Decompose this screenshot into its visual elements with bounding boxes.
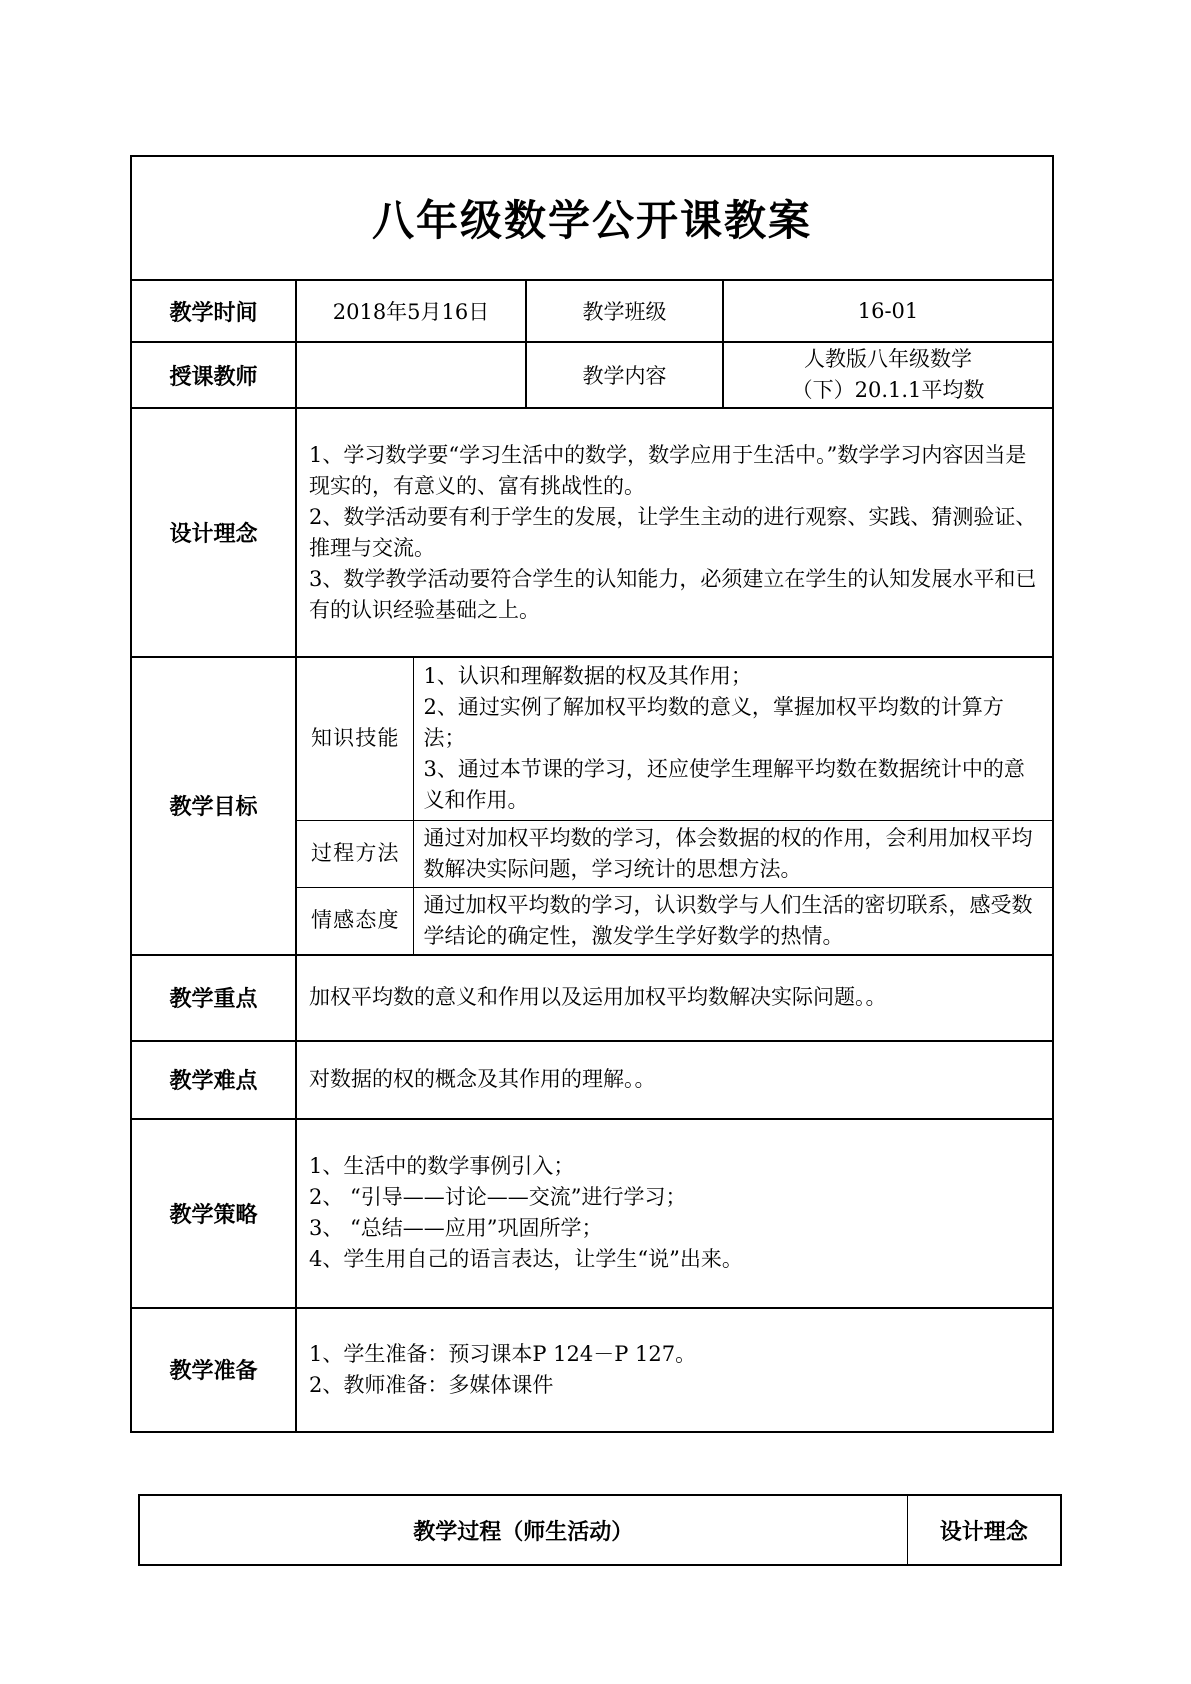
teaching-time-label: 教学时间 — [131, 280, 296, 342]
preparation-content — [296, 1308, 1053, 1432]
page-title: 八年级数学公开课教案 — [131, 156, 1053, 280]
teaching-class-label: 教学班级 — [526, 280, 723, 342]
focus-content: 加权平均数的意义和作用以及运用加权平均数解决实际问题。。 — [296, 955, 1053, 1041]
process-method-content: 通过对加权平均数的学习，体会数据的权的作用，会利用加权平均数解决实际问题，学习统计的思想方法。 — [413, 820, 1052, 887]
knowledge-line: 3、通过本节课的学习，还应使学生理解平均数在数据统计中的意义和作用。 — [423, 757, 1025, 813]
teaching-class-value: 16-01 — [723, 280, 1053, 342]
difficulty-content: 对数据的权的概念及其作用的理解。。 — [296, 1041, 1053, 1119]
strategy-line: 4、学生用自己的语言表达，让学生“说”出来。 — [309, 1247, 743, 1271]
emotion-attitude-content: 通过加权平均数的学习，认识数学与人们生活的密切联系，感受数学结论的确定性，激发学生学好数学的热情。 — [413, 887, 1052, 954]
knowledge-content — [413, 658, 1052, 820]
design-label: 设计理念 — [131, 408, 296, 657]
strategy-line: 3、 “总结——应用”巩固所学； — [309, 1216, 603, 1240]
design-line: 2、数学活动要有利于学生的发展，让学生主动的进行观察、实践、猜测验证、推理与交流。 — [309, 504, 1037, 560]
design-content — [296, 408, 1053, 657]
preparation-line: 2、教师准备：多媒体课件 — [309, 1372, 554, 1397]
preparation-line: 1、学生准备：预习课本P 124－P 127。 — [309, 1341, 697, 1366]
difficulty-label: 教学难点 — [131, 1041, 296, 1119]
process-method-label: 过程方法 — [297, 820, 413, 887]
emotion-attitude-label: 情感态度 — [297, 887, 413, 954]
teaching-content-value — [723, 342, 1053, 408]
knowledge-line: 1、认识和理解数据的权及其作用； — [423, 664, 752, 689]
content-line-1: 人教版八年级数学 — [804, 347, 972, 371]
design-line: 1、学习数学要“学习生活中的数学，数学应用于生活中。”数学学习内容因当是现实的，有意义的、富有挑战性的。 — [309, 442, 1027, 498]
focus-label: 教学重点 — [131, 955, 296, 1041]
strategy-label: 教学策略 — [131, 1119, 296, 1308]
preparation-label: 教学准备 — [131, 1308, 296, 1432]
design-concept-header: 设计理念 — [907, 1495, 1061, 1565]
goals-subtable — [297, 658, 1052, 954]
goals-label: 教学目标 — [131, 657, 296, 955]
content-line-2: （下）20.1.1平均数 — [791, 378, 985, 402]
knowledge-label: 知识技能 — [297, 658, 413, 820]
teacher-label: 授课教师 — [131, 342, 296, 408]
lesson-plan-table — [130, 155, 1054, 1433]
teaching-content-label: 教学内容 — [526, 342, 723, 408]
process-header: 教学过程（师生活动） — [139, 1495, 907, 1565]
strategy-line: 1、生活中的数学事例引入； — [309, 1154, 575, 1178]
design-line: 3、数学教学活动要符合学生的认知能力，必须建立在学生的认知发展水平和已有的认识经验基础之上。 — [309, 566, 1037, 622]
teacher-value — [296, 342, 526, 408]
goals-content — [296, 657, 1053, 955]
teaching-time-value: 2018年5月16日 — [296, 280, 526, 342]
knowledge-line: 2、通过实例了解加权平均数的意义，掌握加权平均数的计算方法； — [423, 695, 1004, 751]
strategy-content — [296, 1119, 1053, 1308]
process-table — [138, 1494, 1062, 1566]
strategy-line: 2、 “引导——讨论——交流”进行学习； — [309, 1185, 687, 1209]
